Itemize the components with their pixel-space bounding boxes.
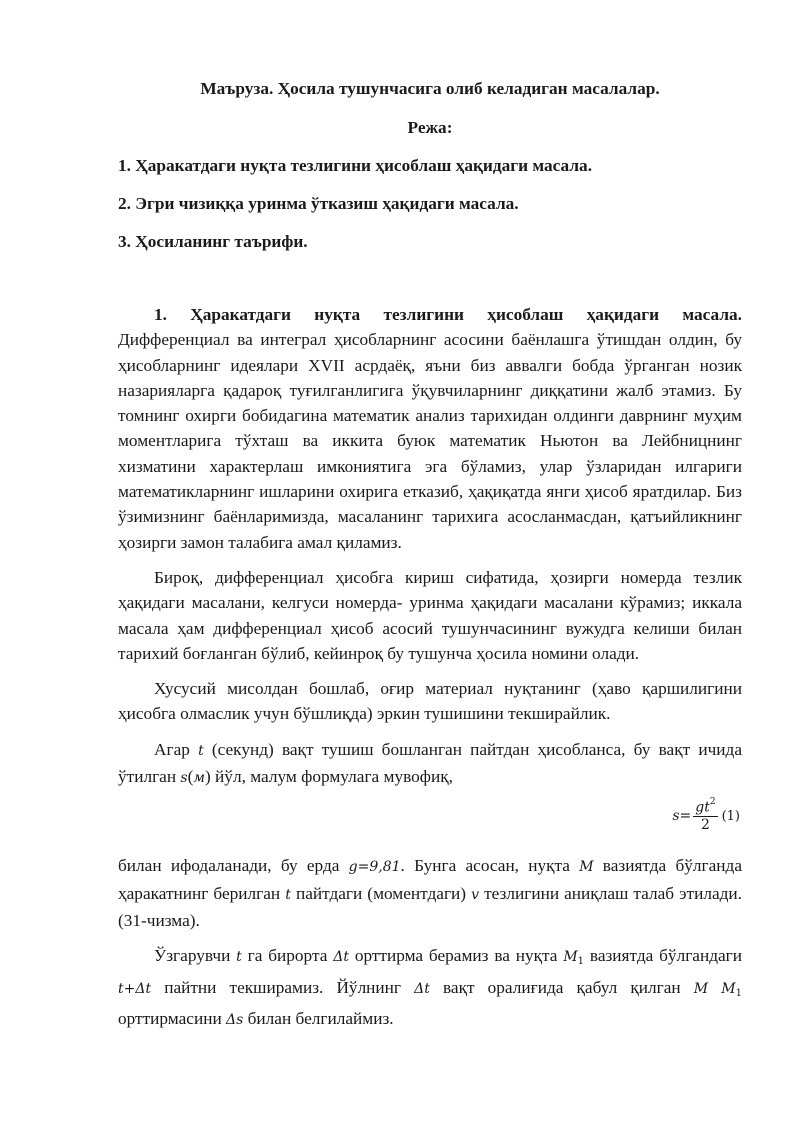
math-delta-t: Δt bbox=[333, 949, 349, 966]
plan-item: 3. Ҳосиланинг таърифи. bbox=[118, 232, 308, 251]
math-delta-s: Δs bbox=[226, 1011, 244, 1028]
text-run: орттирмасини bbox=[118, 1008, 227, 1028]
math-var-t: t bbox=[198, 742, 204, 759]
math-delta-t: Δt bbox=[414, 980, 430, 997]
formula-lhs: s= bbox=[672, 808, 692, 825]
math-var-v: v bbox=[471, 886, 480, 903]
text-run: вазиятда бўлганда ҳаракатнинг берилган bbox=[118, 856, 742, 903]
text-run: ( bbox=[187, 767, 194, 787]
text-run: орттирма берамиз ва нуқта bbox=[348, 946, 564, 966]
formula-1 bbox=[672, 799, 740, 833]
math-MM1 bbox=[694, 981, 742, 997]
math-var-t: t bbox=[236, 949, 242, 966]
text-run: тезлигини аниқлаш талаб этилади. (31-чизма). bbox=[118, 883, 742, 930]
paragraph-5 bbox=[118, 853, 742, 933]
text-run: га бирорта bbox=[241, 946, 334, 966]
numerator-text: gt bbox=[695, 800, 710, 816]
math-unit-m: м bbox=[193, 770, 205, 787]
MM1-subscript: 1 bbox=[735, 987, 743, 999]
math-var-t: t bbox=[285, 886, 291, 903]
equation-number: (1) bbox=[721, 808, 740, 824]
M1-base: M bbox=[563, 949, 578, 966]
page-title: Маъруза. Ҳосила тушунчасига олиб келадиган масалалар. bbox=[200, 79, 660, 98]
text-run: ) bbox=[204, 767, 211, 787]
M1-subscript: 1 bbox=[577, 956, 585, 968]
text-run: билан ифодаланади, бу ерда bbox=[118, 856, 349, 876]
text-run: (секунд) вақт тушиш бошланган пайтдан ҳисобланса, бу вақт ичида ўтилган bbox=[118, 739, 742, 787]
plan-item: 2. Эгри чизиққа уринма ўтказиш ҳақидаги масала. bbox=[118, 194, 519, 213]
text-run: вақт оралиғида қабул қилган bbox=[429, 977, 694, 997]
math-var-M: M bbox=[579, 859, 594, 876]
math-g-value: g=9,81 bbox=[348, 859, 401, 876]
math-var-s: s bbox=[180, 770, 188, 787]
text-run: вазиятда бўлгандаги bbox=[584, 946, 742, 966]
text-run: билан белгилаймиз. bbox=[243, 1008, 394, 1028]
formula-row bbox=[118, 797, 742, 853]
text-run: пайтни текширамиз. Йўлнинг bbox=[151, 977, 415, 997]
text-run: йўл, малум формулага мувофиқ, bbox=[210, 767, 453, 787]
plan-item: 1. Ҳаракатдаги нуқта тезлигини ҳисоблаш ҳақидаги масала. bbox=[118, 156, 593, 175]
paragraph-3: Хусусий мисолдан бошлаб, оғир материал нуқтанинг (ҳаво қаршилигини ҳисобга олмаслик учун бўшлиқда) эркин тушишини текширайлик. bbox=[118, 679, 742, 724]
formula-fraction bbox=[693, 799, 717, 833]
paragraph-6 bbox=[118, 943, 742, 1033]
plan-heading: Режа: bbox=[407, 118, 453, 137]
text-run: . Бунга асосан, нуқта bbox=[400, 856, 580, 876]
formula-denominator: 2 bbox=[700, 817, 710, 833]
formula-numerator bbox=[693, 799, 717, 817]
text-run: Агар bbox=[154, 739, 199, 759]
text-run: пайтдаги (моментдаги) bbox=[290, 883, 472, 903]
MM1-base: M M bbox=[693, 980, 736, 997]
paragraph-4 bbox=[118, 737, 742, 792]
formula-exponent: 2 bbox=[709, 797, 716, 808]
math-t-plus-dt: t+Δt bbox=[118, 980, 152, 997]
section1-heading: 1. Ҳаракатдаги нуқта тезлигини ҳисоблаш ҳақидаги масала. bbox=[154, 305, 742, 324]
text-run: Ўзгарувчи bbox=[154, 946, 237, 966]
math-M1 bbox=[563, 949, 585, 968]
section1-paragraph bbox=[118, 302, 742, 555]
plan-list bbox=[118, 153, 742, 254]
section1-text: Дифференциал ва интеграл ҳисобларнинг асосини баёнлашга ўтишдан олдин, бу ҳисобларнинг идеялари XVII асрдаёқ, яъни биз аввалги бобда ўрганган нозик назарияларга қадароқ туғилганлигига ўқувчиларнинг диққатини жалб этамиз. Бу томнинг охирги бобидагина математик анализ тарихидан олдинги даврнинг муҳим моментларига тўхташ ва иккита буюк математик Ньютон ва Лейбницнинг хизматини характерлаш имкониятига эга бўламиз, улар ўзларидан илгариги математикларнинг ишларини охирига етказиб, ҳақиқатда янги ҳисоб яратдилар. Биз ўзимизнинг баёнларимизда, масаланинг тарихига асосланмасдан, қатъийликнинг ҳозирги замон талабига амал қиламиз. bbox=[118, 330, 742, 552]
paragraph-2: Бироқ, дифференциал ҳисобга кириш сифатида, ҳозирги номерда тезлик ҳақидаги масалани, келгуси номерда- уринма ҳақидаги масалани кўрамиз; иккала масала ҳам дифференциал ҳисоб асосий тушунчасининг вужудга келиши билан тарихий боғланган бўлиб, кейинроқ бу тушунча ҳосила номини олади. bbox=[118, 567, 742, 663]
